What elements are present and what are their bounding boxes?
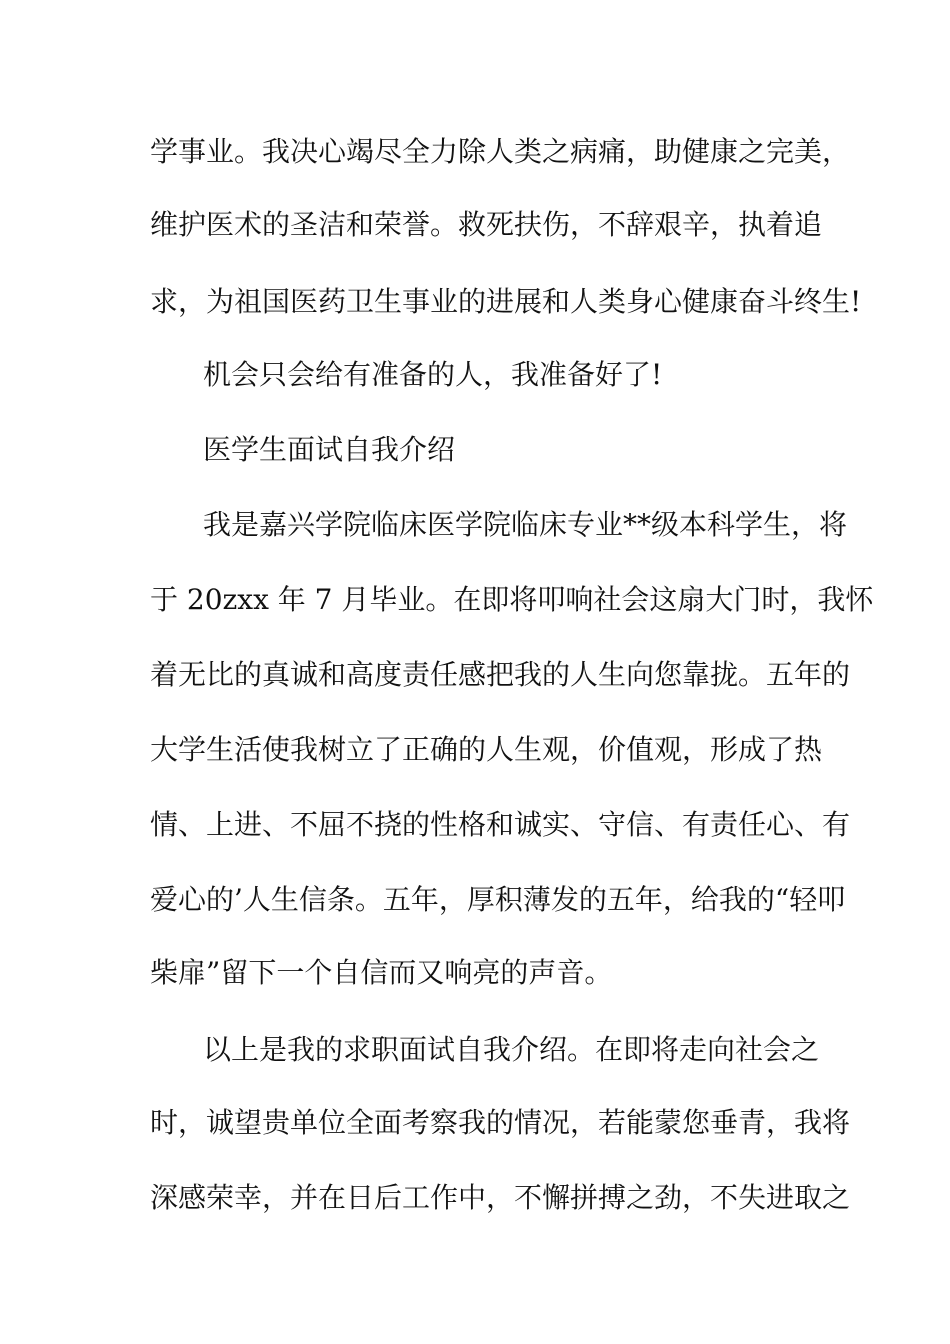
- text-line: 我是嘉兴学院临床医学院临床专业**级本科学生，将: [203, 508, 848, 541]
- text-line: 维护医术的圣洁和荣誉。救死扶伤，不辞艰辛，执着追: [150, 208, 823, 241]
- text-line: 于 20zxx 年 7 月毕业。在即将叩响社会这扇大门时，我怀: [150, 583, 874, 616]
- text-line: 时，诚望贵单位全面考察我的情况，若能蒙您垂青，我将: [150, 1106, 851, 1139]
- text-line: 爱心的’人生信条。五年，厚积薄发的五年，给我的“轻叩: [150, 883, 846, 916]
- text-line: 大学生活使我树立了正确的人生观，价值观，形成了热: [150, 733, 823, 766]
- text-line: 柴扉”留下一个自信而又响亮的声音。: [150, 956, 613, 989]
- text-line: 学事业。我决心竭尽全力除人类之病痛，助健康之完美，: [150, 135, 851, 168]
- text-line: 机会只会给有准备的人，我准备好了!: [203, 358, 663, 391]
- text-line: 着无比的真诚和高度责任感把我的人生向您靠拢。五年的: [150, 658, 851, 691]
- text-line: 求，为祖国医药卫生事业的进展和人类身心健康奋斗终生!: [150, 285, 862, 318]
- text-line: 情、上进、不屈不挠的性格和诚实、守信、有责任心、有: [150, 808, 851, 841]
- text-line: 深感荣幸，并在日后工作中，不懈拼搏之劲，不失进取之: [150, 1181, 851, 1214]
- text-line: 以上是我的求职面试自我介绍。在即将走向社会之: [203, 1033, 820, 1066]
- section-heading: 医学生面试自我介绍: [203, 433, 456, 466]
